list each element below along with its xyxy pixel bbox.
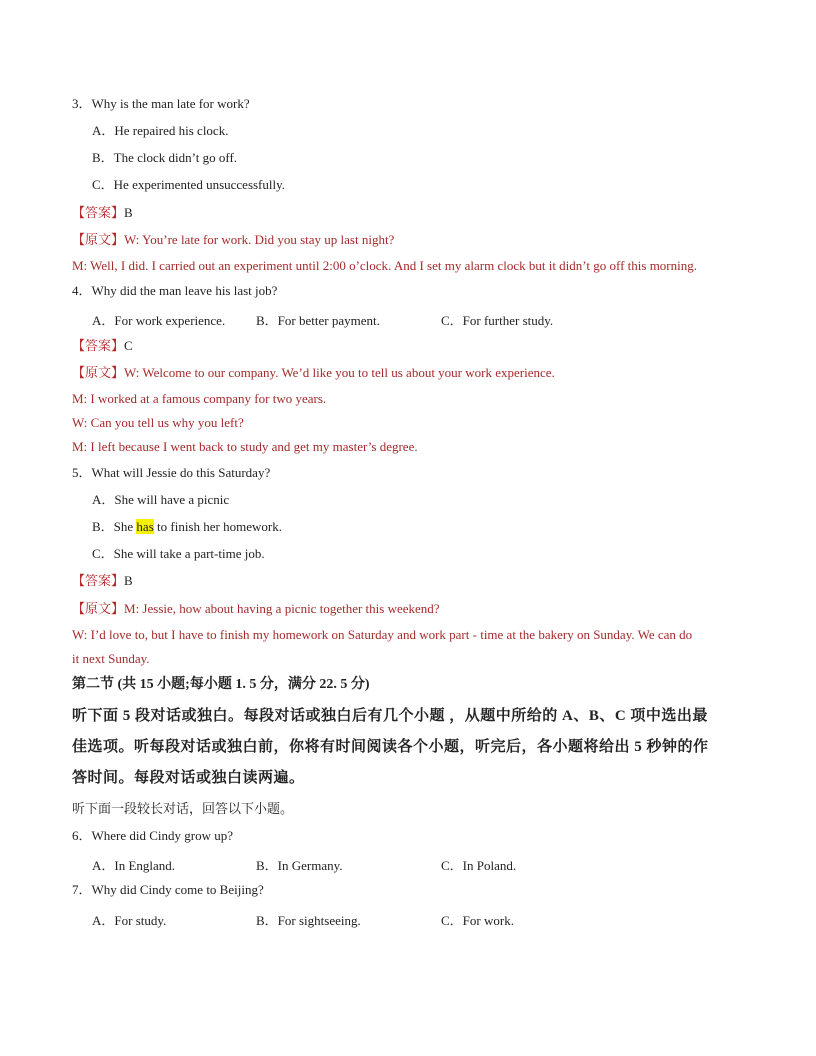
answer-tag: 【答案】 [72,205,125,220]
option-b-prefix: B．She [92,519,137,534]
q5-option-a: A．She will have a picnic [92,492,230,507]
question-5: 5．What will Jessie do this Saturday? [72,465,271,480]
q5-script-line-2: W: I’d love to, but I have to finish my homework on Saturday and work part - time at the bakery on Sunday. We can do [72,627,693,642]
q4-option-a: A．For work experience. [92,313,226,328]
q7-option-b: B．For sightseeing. [256,913,361,928]
q6-option-b: B．In Germany. [256,858,343,873]
answer-value: B [124,205,133,220]
sub-instruction: 听下面一段较长对话，回答以下小题。 [72,801,294,816]
question-6: 6．Where did Cindy grow up? [72,828,234,843]
q6-option-a: A．In England. [92,858,176,873]
q4-option-c: C．For further study. [441,313,554,328]
section-2-instruction-line-3: 答时间。每段对话或独白读两遍。 [72,770,305,786]
q5-answer [72,573,133,589]
q4-script-line-1 [72,365,555,381]
q7-option-a: A．For study. [92,913,167,928]
q3-script-line-1 [72,232,394,248]
section-2-instruction-line-1: 听下面 5 段对话或独白。每段对话或独白后有几个小题 ，从题中所给的 A、B、C 项中选出最 [72,708,708,724]
answer-value: C [124,338,133,353]
script-text: W: You’re late for work. Did you stay up last night? [124,232,395,247]
script-tag: 【原文】 [72,365,125,380]
q5-script-line-3: it next Sunday. [72,651,150,666]
script-tag: 【原文】 [72,232,125,247]
q7-option-c: C．For work. [441,913,514,928]
option-b-suffix: to finish her homework. [153,519,282,534]
q3-option-a: A．He repaired his clock. [92,123,229,138]
question-3: 3．Why is the man late for work? [72,96,250,111]
q5-option-b [92,519,282,535]
answer-value: B [124,573,133,588]
q4-script-line-4: M: I left because I went back to study and get my master’s degree. [72,439,418,454]
answer-tag: 【答案】 [72,338,125,353]
script-tag: 【原文】 [72,601,125,616]
q4-option-b: B．For better payment. [256,313,380,328]
q5-option-c: C．She will take a part-time job. [92,546,265,561]
q4-script-line-3: W: Can you tell us why you left? [72,415,244,430]
q3-script-line-2: M: Well, I did. I carried out an experiment until 2:00 o’clock. And I set my alarm clock but it didn’t go off this morning. [72,258,698,273]
q4-answer [72,338,133,354]
q4-script-line-2: M: I worked at a famous company for two years. [72,391,327,406]
highlighted-word: has [136,519,154,534]
q3-answer [72,205,133,221]
q3-option-c: C．He experimented unsuccessfully. [92,177,286,192]
question-7: 7．Why did Cindy come to Beijing? [72,882,264,897]
script-text: W: Welcome to our company. We’d like you to tell us about your work experience. [124,365,555,380]
answer-tag: 【答案】 [72,573,125,588]
q3-option-b: B．The clock didn’t go off. [92,150,238,165]
section-2-instruction-line-2: 佳选项。听每段对话或独白前，你将有时间阅读各个小题，听完后，各小题将给出 5 秒钟的作 [72,739,709,755]
q6-option-c: C．In Poland. [441,858,517,873]
section-2-heading: 第二节 (共 15 小题;每小题 1. 5 分，满分 22. 5 分) [72,677,370,692]
q5-script-line-1 [72,601,440,617]
script-text: M: Jessie, how about having a picnic together this weekend? [124,601,440,616]
question-4: 4．Why did the man leave his last job? [72,283,278,298]
